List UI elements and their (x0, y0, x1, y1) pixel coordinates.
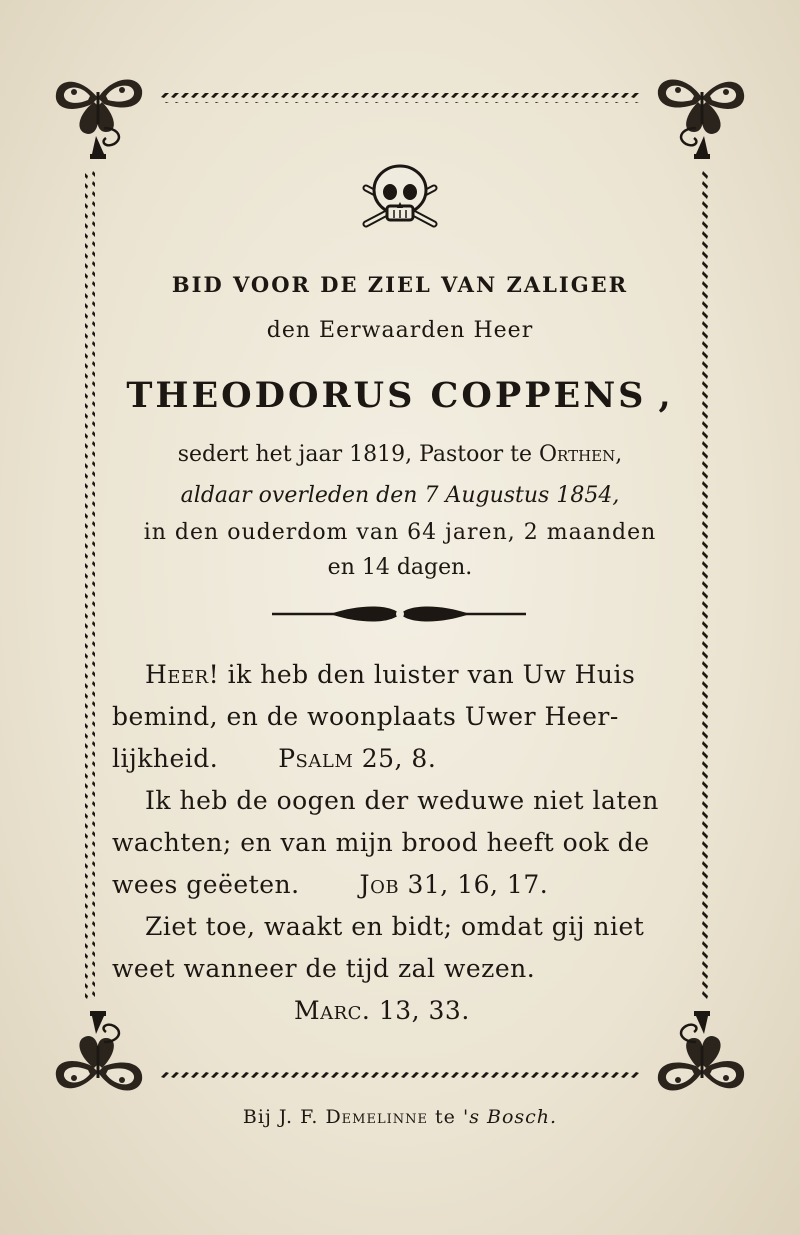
bio-line-1 (100, 442, 700, 467)
butterfly-corner-icon (658, 1011, 744, 1090)
verse-1-line-3 (112, 744, 436, 773)
bio-line-3: in den ouderdom van 64 jaren, 2 maanden (143, 520, 657, 545)
imprint-place: 's Bosch. (462, 1106, 558, 1128)
verse-3-line-1: Ziet toe, waakt en bidt; omdat gij niet (145, 912, 645, 941)
verse-2-line-3 (112, 870, 548, 899)
verse-1-line-2: bemind, en de woonplaats Uwer Heer- (112, 702, 619, 731)
bio-line-2-end: , (612, 483, 620, 508)
imprint-prefix: Bij J. F. (242, 1106, 319, 1128)
verse-1-line-3-text: lijkheid. (112, 744, 219, 773)
imprint-te: te (435, 1106, 456, 1128)
verse-3-line-2: weet wanneer de tijd zal wezen. (112, 954, 536, 983)
verse-3-reference: Marc. 13, 33. (294, 996, 470, 1025)
verse-1-line-1 (145, 660, 635, 689)
skull-and-crossbones-icon (366, 166, 434, 224)
deceased-name (100, 375, 700, 416)
border-left (85, 170, 95, 1000)
verse-2-line-3-text: wees geëeten. (112, 870, 300, 899)
butterfly-corner-icon (56, 80, 142, 159)
bio-line-1-text: sedert het jaar 1819, Pastoor te (177, 442, 532, 467)
verse-1-line-1-rest: ! ik heb den luister van Uw Huis (208, 660, 636, 689)
verse-2-line-1: Ik heb de oogen der weduwe niet laten (145, 786, 659, 815)
verse-2-line-2: wachten; en van mijn brood heeft ook de (112, 828, 650, 857)
bio-line-2-text: aldaar overleden den 7 Augustus 1854 (180, 483, 613, 508)
border-top (160, 93, 640, 103)
bio-line-4: en 14 dagen. (327, 555, 473, 580)
prayer-header: BID VOOR DE ZIEL VAN ZALIGER (171, 272, 629, 297)
name-text: THEODORUS COPPENS (126, 375, 647, 416)
border-right (702, 170, 712, 1000)
verse-1-lead: Heer (145, 660, 209, 689)
butterfly-corner-icon (56, 1011, 142, 1090)
honorific: den Eerwaarden Heer (266, 318, 534, 343)
bio-place: Orthen (539, 442, 616, 467)
border-bottom (160, 1072, 640, 1082)
bio-line-2 (100, 483, 700, 508)
ornamental-divider-icon (272, 607, 526, 622)
verse-1-reference: Psalm 25, 8. (278, 744, 437, 773)
bio-line-1-end: , (615, 442, 623, 467)
butterfly-corner-icon (658, 80, 744, 159)
name-comma: , (658, 375, 674, 416)
printer-imprint (100, 1106, 700, 1128)
imprint-printer: Demelinne (325, 1106, 428, 1128)
verse-2-reference: Job 31, 16, 17. (359, 870, 549, 899)
